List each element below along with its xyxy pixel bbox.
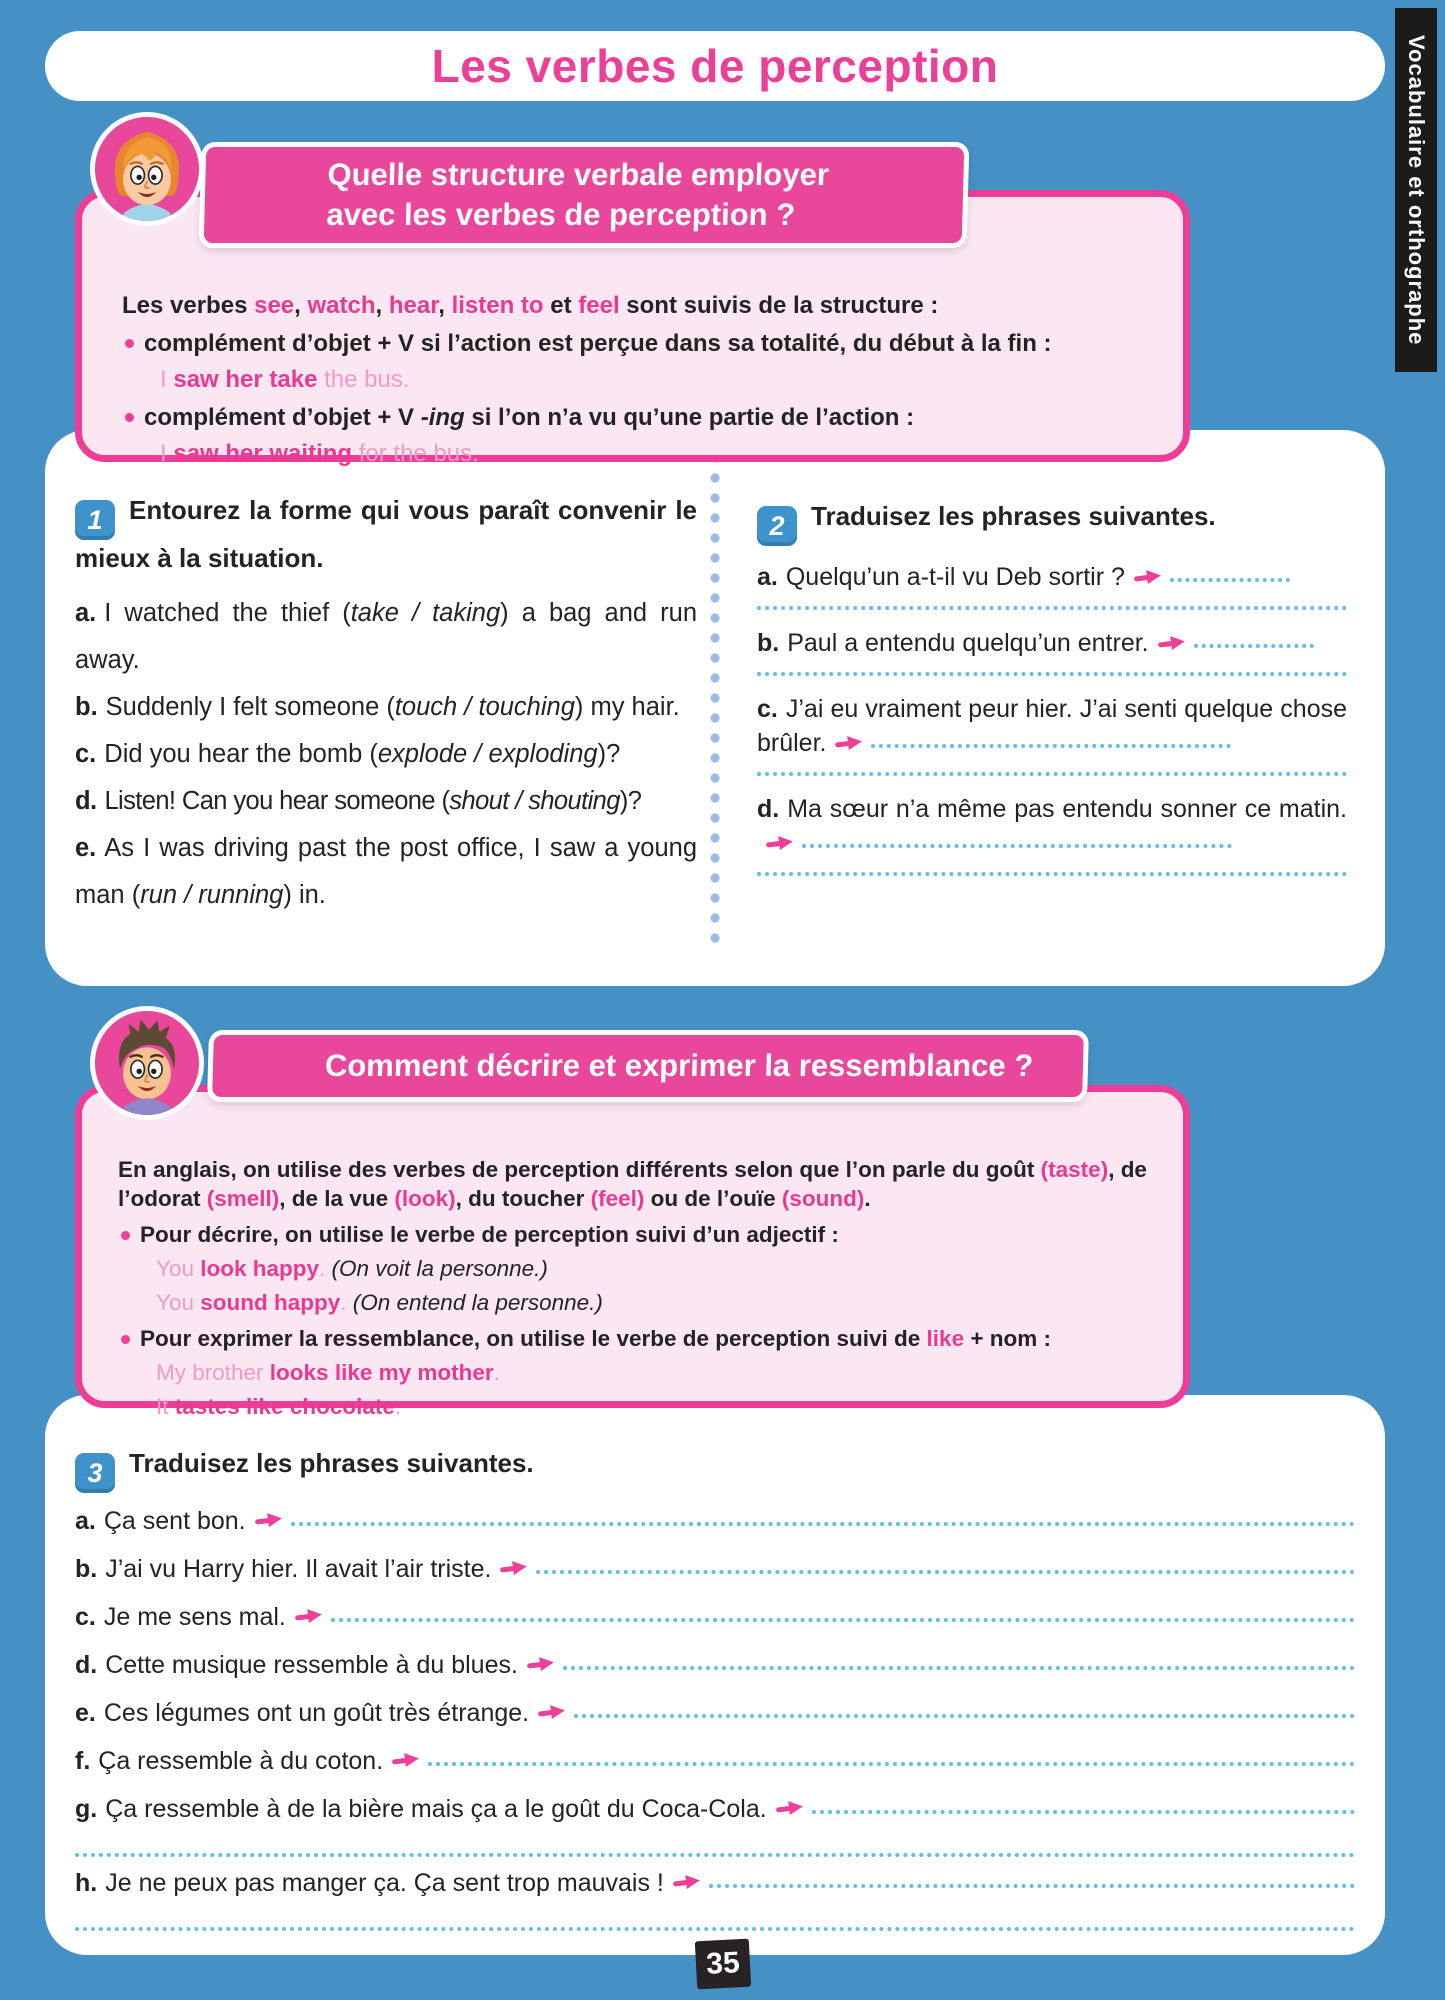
item-label: d. bbox=[757, 795, 780, 823]
answer-line[interactable] bbox=[563, 1666, 1355, 1670]
lesson2-question: Comment décrire et exprimer la ressemblance ? bbox=[324, 1048, 1034, 1083]
lesson1-example2: I saw her waiting for the bus. bbox=[160, 440, 479, 467]
exercise2-item bbox=[757, 626, 1347, 676]
exercise-sentence: b. J’ai vu Harry hier. Il avait l’air triste. bbox=[75, 1555, 492, 1583]
answer-line[interactable] bbox=[709, 1884, 1355, 1888]
lesson2-question-banner bbox=[207, 1030, 1089, 1102]
exercise2-item bbox=[757, 692, 1347, 776]
exercise-sentence bbox=[757, 692, 1347, 760]
sidebar-tab bbox=[1395, 8, 1437, 372]
answer-line[interactable] bbox=[757, 672, 1347, 676]
answer-line[interactable] bbox=[812, 1810, 1355, 1814]
item-label: b. bbox=[75, 693, 98, 721]
lesson2-example2: You sound happy. (On entend la personne.) bbox=[156, 1290, 603, 1315]
exercise-sentence bbox=[75, 684, 697, 731]
answer-line[interactable] bbox=[536, 1570, 1355, 1574]
answer-line[interactable] bbox=[1170, 578, 1290, 582]
page-number-badge: 35 bbox=[695, 1939, 751, 1990]
item-label: b. bbox=[757, 629, 780, 657]
arrow-icon bbox=[672, 1871, 701, 1892]
answer-line[interactable] bbox=[428, 1762, 1355, 1766]
item-text: Suddenly I felt someone (touch / touching) my hair. bbox=[105, 693, 680, 721]
arrow-icon bbox=[1133, 566, 1162, 587]
answer-line[interactable] bbox=[757, 872, 1347, 876]
item-text: Quelqu’un a-t-il vu Deb sortir ? bbox=[785, 563, 1125, 591]
lesson1-rule1: complément d’objet + V si l’action est perçue dans sa totalité, du début à la fin : bbox=[122, 328, 1147, 359]
lesson1-intro: Les verbes see, watch, hear, listen to et feel sont suivis de la structure : bbox=[122, 292, 939, 319]
exercise3-item bbox=[75, 1555, 1355, 1603]
exercise2-item bbox=[757, 560, 1347, 610]
exercise1-title: Entourez la forme qui vous paraît convenir le mieux à la situation. bbox=[75, 495, 697, 573]
exercises-1-2-card bbox=[45, 430, 1385, 986]
exercise-sentence bbox=[75, 731, 697, 778]
lesson1-question-line1: Quelle structure verbale employer bbox=[327, 157, 830, 192]
lesson2-example3: My brother looks like my mother. bbox=[156, 1360, 500, 1385]
answer-line[interactable] bbox=[757, 772, 1347, 776]
answer-line[interactable] bbox=[1194, 644, 1314, 648]
answer-line[interactable] bbox=[802, 844, 1232, 848]
exercise2-item bbox=[757, 792, 1347, 876]
exercise2-title: Traduisez les phrases suivantes. bbox=[811, 501, 1216, 531]
exercise3-item bbox=[75, 1869, 1355, 1917]
item-label: d. bbox=[75, 787, 97, 815]
girl-avatar bbox=[90, 112, 204, 226]
exercise3-heading bbox=[75, 1445, 1355, 1493]
arrow-icon bbox=[1157, 632, 1186, 653]
item-text: As I was driving past the post office, I saw a young man (run / running) in. bbox=[75, 834, 697, 909]
exercise-sentence: e. Ces légumes ont un goût très étrange. bbox=[75, 1699, 530, 1727]
exercise3 bbox=[75, 1445, 1355, 1943]
arrow-icon bbox=[499, 1557, 528, 1578]
item-text: I watched the thief (take / taking) a bag and run away. bbox=[75, 599, 697, 674]
exercise3-item bbox=[75, 1507, 1355, 1555]
lesson1-example1: I saw her take the bus. bbox=[160, 366, 410, 393]
lesson2-rule2: Pour exprimer la ressemblance, on utilise le verbe de perception suivi de like + nom : bbox=[118, 1324, 1153, 1353]
item-text: Did you hear the bomb (explode / exploding)? bbox=[104, 740, 621, 768]
item-text: Ma sœur n’a même pas entendu sonner ce matin. bbox=[787, 795, 1347, 823]
item-label: a. bbox=[75, 599, 97, 627]
answer-line[interactable] bbox=[757, 606, 1347, 610]
lesson2-example4: It tastes like chocolate. bbox=[156, 1394, 402, 1419]
lesson2-example1: You look happy. (On voit la personne.) bbox=[156, 1256, 548, 1281]
answer-line[interactable] bbox=[291, 1522, 1355, 1526]
arrow-icon bbox=[254, 1509, 283, 1530]
exercise3-item bbox=[75, 1603, 1355, 1651]
lesson1-question-banner bbox=[199, 142, 970, 248]
lesson2-intro: En anglais, on utilise des verbes de perception différents selon que l’on parle du goût (taste), de l’odorat (smell), de la vue (look), du toucher (feel) ou de l’ouïe (sound). bbox=[118, 1157, 1147, 1211]
column-divider bbox=[709, 448, 721, 948]
exercise3-title: Traduisez les phrases suivantes. bbox=[129, 1448, 534, 1478]
exercise-sentence bbox=[75, 825, 697, 919]
answer-line[interactable] bbox=[871, 744, 1231, 748]
arrow-icon bbox=[294, 1605, 323, 1626]
item-label: e. bbox=[75, 834, 97, 862]
exercise3-item bbox=[75, 1795, 1355, 1843]
arrow-icon bbox=[834, 732, 863, 753]
exercise-sentence bbox=[75, 590, 697, 684]
lesson2-rule1: Pour décrire, on utilise le verbe de perception suivi d’un adjectif : bbox=[118, 1220, 1153, 1249]
exercise-sentence: c. Je me sens mal. bbox=[75, 1603, 286, 1631]
exercise3-item bbox=[75, 1699, 1355, 1747]
item-label: a. bbox=[757, 563, 778, 591]
arrow-icon bbox=[391, 1749, 420, 1770]
exercise-sentence: d. Cette musique ressemble à du blues. bbox=[75, 1651, 518, 1679]
item-label: c. bbox=[757, 695, 778, 723]
answer-line[interactable] bbox=[331, 1618, 1355, 1622]
exercise3-item bbox=[75, 1651, 1355, 1699]
exercise2-number-badge: 2 bbox=[757, 506, 797, 546]
page-header bbox=[45, 31, 1385, 101]
page-title: Les verbes de perception bbox=[431, 40, 999, 92]
exercise-sentence: h. Je ne peux pas manger ça. Ça sent trop mauvais ! bbox=[75, 1869, 664, 1897]
answer-line[interactable] bbox=[75, 1927, 1355, 1931]
answer-line[interactable] bbox=[574, 1714, 1355, 1718]
exercise-sentence bbox=[75, 778, 697, 825]
arrow-icon bbox=[775, 1797, 804, 1818]
lesson1-rule2: complément d’objet + V -ing si l’on n’a vu qu’une partie de l’action : bbox=[122, 402, 1147, 433]
exercise-sentence bbox=[757, 792, 1347, 860]
exercise-sentence: g. Ça ressemble à de la bière mais ça a le goût du Coca-Cola. bbox=[75, 1795, 767, 1823]
item-text: Paul a entendu quelqu’un entrer. bbox=[787, 629, 1149, 657]
arrow-icon bbox=[526, 1653, 555, 1674]
boy-avatar-illustration bbox=[95, 1011, 199, 1115]
exercise1 bbox=[75, 492, 697, 919]
exercise-sentence: a. Ça sent bon. bbox=[75, 1507, 246, 1535]
arrow-icon bbox=[765, 832, 794, 853]
exercise1-number-badge: 1 bbox=[75, 500, 115, 540]
boy-avatar bbox=[90, 1006, 204, 1120]
sidebar-tab-label: Vocabulaire et orthographe bbox=[1404, 34, 1429, 346]
exercise-3-card bbox=[45, 1395, 1385, 1955]
lesson2-box bbox=[75, 1085, 1190, 1419]
lesson1-question-line2: avec les verbes de perception ? bbox=[326, 197, 796, 232]
girl-avatar-illustration bbox=[95, 117, 199, 221]
exercise3-number-badge: 3 bbox=[75, 1453, 115, 1493]
exercise-sentence bbox=[757, 560, 1347, 594]
arrow-icon bbox=[537, 1701, 566, 1722]
answer-line[interactable] bbox=[75, 1853, 1355, 1857]
exercise-sentence bbox=[757, 626, 1347, 660]
item-label: c. bbox=[75, 740, 97, 768]
exercise-sentence: f. Ça ressemble à du coton. bbox=[75, 1747, 384, 1775]
exercise2 bbox=[757, 498, 1347, 892]
exercise1-heading bbox=[75, 492, 697, 576]
item-text: J’ai eu vraiment peur hier. J’ai senti quelque chose brûler. bbox=[757, 695, 1347, 757]
exercise3-item bbox=[75, 1747, 1355, 1795]
item-text: Listen! Can you hear someone (shout / shouting)? bbox=[104, 787, 642, 815]
exercise2-heading bbox=[757, 498, 1347, 546]
